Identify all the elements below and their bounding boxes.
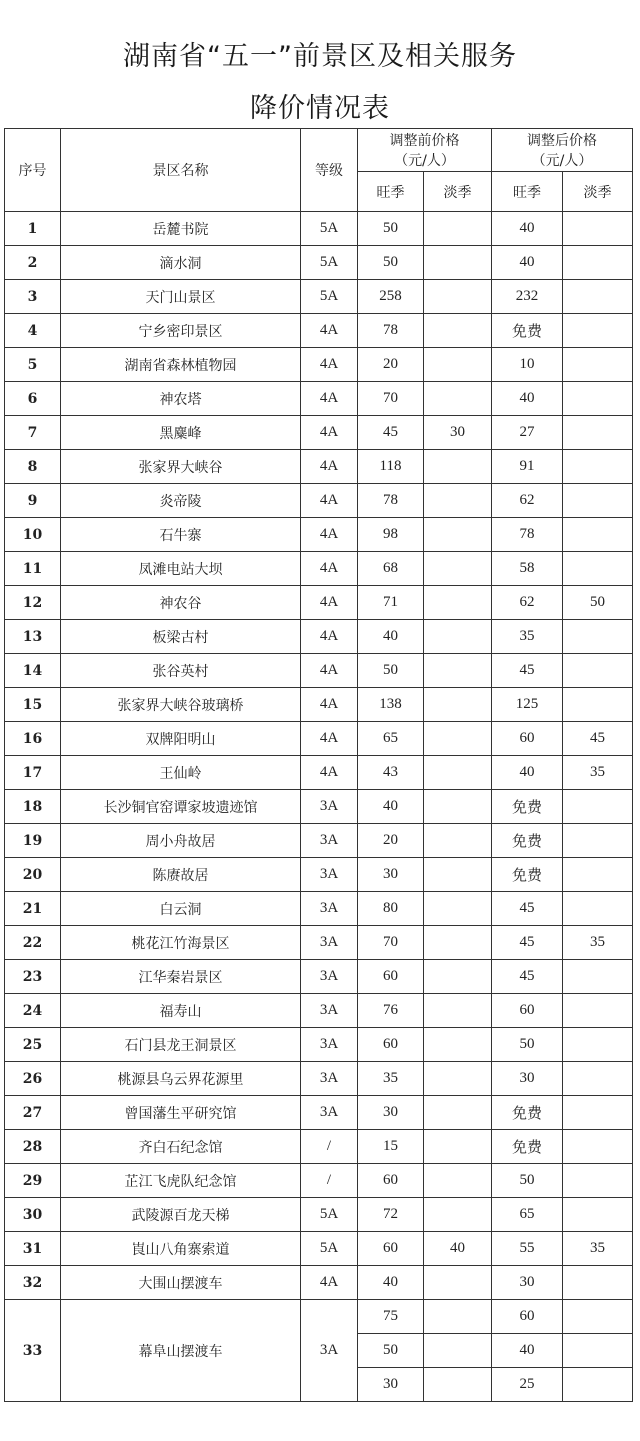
- after-peak-price: 40: [492, 756, 563, 790]
- scenic-level: 4A: [301, 586, 358, 620]
- row-index: 30: [5, 1198, 61, 1232]
- row-index: 20: [5, 858, 61, 892]
- row-index: 31: [5, 1232, 61, 1266]
- scenic-name: 凤滩电站大坝: [61, 552, 301, 586]
- price-table: [4, 128, 633, 1402]
- scenic-name: 双牌阳明山: [61, 722, 301, 756]
- scenic-name: 周小舟故居: [61, 824, 301, 858]
- scenic-level: 4A: [301, 654, 358, 688]
- before-peak-price: 71: [358, 586, 424, 620]
- row-index: 18: [5, 790, 61, 824]
- before-peak-price: 60: [358, 960, 424, 994]
- after-off-price: [563, 280, 633, 314]
- table-row: [5, 620, 633, 654]
- scenic-level: 4A: [301, 484, 358, 518]
- scenic-name: 幕阜山摆渡车: [61, 1300, 301, 1402]
- scenic-name: 滴水洞: [61, 246, 301, 280]
- before-off-price: [424, 1198, 492, 1232]
- scenic-level: 5A: [301, 212, 358, 246]
- row-index: 13: [5, 620, 61, 654]
- before-peak-price: 60: [358, 1232, 424, 1266]
- after-peak-price: 45: [492, 892, 563, 926]
- row-index: 11: [5, 552, 61, 586]
- table-row: [5, 1096, 633, 1130]
- after-off-price: [563, 892, 633, 926]
- scenic-name: 神农谷: [61, 586, 301, 620]
- table-row: [5, 280, 633, 314]
- before-peak-price: 50: [358, 654, 424, 688]
- before-peak-price: 20: [358, 348, 424, 382]
- scenic-level: 5A: [301, 1198, 358, 1232]
- row-index: 16: [5, 722, 61, 756]
- before-peak-price: 78: [358, 314, 424, 348]
- before-peak-price: 30: [358, 1096, 424, 1130]
- before-peak-price: 65: [358, 722, 424, 756]
- after-off-price: [563, 518, 633, 552]
- row-index: 19: [5, 824, 61, 858]
- header-after-off: 淡季: [563, 172, 633, 212]
- scenic-level: 4A: [301, 688, 358, 722]
- after-peak-price: 免费: [492, 790, 563, 824]
- scenic-name: 炎帝陵: [61, 484, 301, 518]
- table-row: [5, 926, 633, 960]
- scenic-name: 石门县龙王洞景区: [61, 1028, 301, 1062]
- table-row: [5, 654, 633, 688]
- scenic-name: 湖南省森林植物园: [61, 348, 301, 382]
- scenic-name: 天门山景区: [61, 280, 301, 314]
- after-peak-price: 30: [492, 1062, 563, 1096]
- after-peak-price: 30: [492, 1266, 563, 1300]
- scenic-name: 福寿山: [61, 994, 301, 1028]
- scenic-name: 崀山八角寨索道: [61, 1232, 301, 1266]
- after-off-price: [563, 1334, 633, 1368]
- before-peak-price: 72: [358, 1198, 424, 1232]
- scenic-name: 白云洞: [61, 892, 301, 926]
- before-off-price: [424, 756, 492, 790]
- scenic-name: 石牛寨: [61, 518, 301, 552]
- scenic-name: 板梁古村: [61, 620, 301, 654]
- after-off-price: 35: [563, 756, 633, 790]
- table-row: [5, 1300, 633, 1334]
- table-row: [5, 688, 633, 722]
- scenic-level: 4A: [301, 722, 358, 756]
- row-index: 10: [5, 518, 61, 552]
- header-before-price: 调整前价格 （元/人）: [358, 129, 492, 172]
- before-off-price: [424, 620, 492, 654]
- after-off-price: [563, 1028, 633, 1062]
- after-off-price: [563, 824, 633, 858]
- scenic-level: 4A: [301, 348, 358, 382]
- row-index: 1: [5, 212, 61, 246]
- after-off-price: [563, 1198, 633, 1232]
- before-off-price: [424, 450, 492, 484]
- before-peak-price: 50: [358, 212, 424, 246]
- row-index: 25: [5, 1028, 61, 1062]
- table-row: [5, 1198, 633, 1232]
- scenic-name: 大围山摆渡车: [61, 1266, 301, 1300]
- row-index: 17: [5, 756, 61, 790]
- scenic-name: 桃花江竹海景区: [61, 926, 301, 960]
- scenic-level: 3A: [301, 824, 358, 858]
- after-peak-price: 78: [492, 518, 563, 552]
- before-off-price: [424, 1368, 492, 1402]
- row-index: 21: [5, 892, 61, 926]
- row-index: 6: [5, 382, 61, 416]
- before-off-price: [424, 484, 492, 518]
- scenic-level: 3A: [301, 926, 358, 960]
- after-off-price: [563, 450, 633, 484]
- before-peak-price: 15: [358, 1130, 424, 1164]
- table-row: [5, 416, 633, 450]
- before-peak-price: 50: [358, 1334, 424, 1368]
- after-off-price: 35: [563, 926, 633, 960]
- after-peak-price: 40: [492, 382, 563, 416]
- scenic-name: 张家界大峡谷玻璃桥: [61, 688, 301, 722]
- after-peak-price: 40: [492, 212, 563, 246]
- scenic-level: 5A: [301, 1232, 358, 1266]
- table-row: [5, 1130, 633, 1164]
- before-peak-price: 80: [358, 892, 424, 926]
- after-peak-price: 免费: [492, 314, 563, 348]
- before-off-price: [424, 688, 492, 722]
- before-peak-price: 20: [358, 824, 424, 858]
- before-peak-price: 68: [358, 552, 424, 586]
- row-index: 33: [5, 1300, 61, 1402]
- before-peak-price: 78: [358, 484, 424, 518]
- table-row: [5, 586, 633, 620]
- scenic-name: 张谷英村: [61, 654, 301, 688]
- after-off-price: [563, 484, 633, 518]
- before-peak-price: 30: [358, 1368, 424, 1402]
- before-off-price: [424, 1028, 492, 1062]
- after-off-price: [563, 688, 633, 722]
- after-peak-price: 50: [492, 1164, 563, 1198]
- after-off-price: [563, 790, 633, 824]
- before-off-price: [424, 926, 492, 960]
- after-off-price: [563, 960, 633, 994]
- after-peak-price: 58: [492, 552, 563, 586]
- before-peak-price: 138: [358, 688, 424, 722]
- scenic-level: /: [301, 1164, 358, 1198]
- before-peak-price: 70: [358, 926, 424, 960]
- before-off-price: [424, 824, 492, 858]
- scenic-level: 4A: [301, 416, 358, 450]
- row-index: 24: [5, 994, 61, 1028]
- after-off-price: [563, 416, 633, 450]
- scenic-level: 4A: [301, 450, 358, 484]
- after-peak-price: 免费: [492, 858, 563, 892]
- before-off-price: [424, 314, 492, 348]
- before-off-price: [424, 892, 492, 926]
- before-peak-price: 118: [358, 450, 424, 484]
- before-off-price: [424, 586, 492, 620]
- scenic-level: 4A: [301, 518, 358, 552]
- scenic-name: 神农塔: [61, 382, 301, 416]
- after-peak-price: 91: [492, 450, 563, 484]
- table-row: [5, 892, 633, 926]
- before-off-price: [424, 654, 492, 688]
- before-peak-price: 30: [358, 858, 424, 892]
- table-row: [5, 858, 633, 892]
- scenic-name: 王仙岭: [61, 756, 301, 790]
- table-row: [5, 552, 633, 586]
- header-after-price: 调整后价格 （元/人）: [492, 129, 633, 172]
- before-off-price: [424, 1062, 492, 1096]
- before-off-price: [424, 518, 492, 552]
- row-index: 3: [5, 280, 61, 314]
- after-peak-price: 50: [492, 1028, 563, 1062]
- before-off-price: [424, 1130, 492, 1164]
- scenic-name: 岳麓书院: [61, 212, 301, 246]
- before-off-price: [424, 1300, 492, 1334]
- after-off-price: [563, 1266, 633, 1300]
- scenic-name: 宁乡密印景区: [61, 314, 301, 348]
- table-row: [5, 314, 633, 348]
- table-row: [5, 484, 633, 518]
- before-off-price: [424, 960, 492, 994]
- after-peak-price: 65: [492, 1198, 563, 1232]
- after-off-price: [563, 620, 633, 654]
- before-peak-price: 76: [358, 994, 424, 1028]
- scenic-level: 4A: [301, 756, 358, 790]
- row-index: 12: [5, 586, 61, 620]
- table-row: [5, 382, 633, 416]
- after-peak-price: 62: [492, 586, 563, 620]
- table-row: [5, 790, 633, 824]
- scenic-level: 3A: [301, 1096, 358, 1130]
- header-name: 景区名称: [61, 129, 301, 212]
- after-off-price: [563, 212, 633, 246]
- after-peak-price: 25: [492, 1368, 563, 1402]
- after-peak-price: 45: [492, 654, 563, 688]
- scenic-name: 齐白石纪念馆: [61, 1130, 301, 1164]
- table-row: [5, 212, 633, 246]
- after-peak-price: 40: [492, 246, 563, 280]
- row-index: 8: [5, 450, 61, 484]
- row-index: 5: [5, 348, 61, 382]
- page-title-line2: 降价情况表: [250, 93, 390, 124]
- after-off-price: [563, 994, 633, 1028]
- after-peak-price: 45: [492, 960, 563, 994]
- table-row: [5, 1164, 633, 1198]
- before-peak-price: 60: [358, 1164, 424, 1198]
- before-off-price: [424, 348, 492, 382]
- scenic-level: 5A: [301, 246, 358, 280]
- table-row: [5, 1232, 633, 1266]
- before-off-price: [424, 722, 492, 756]
- after-peak-price: 免费: [492, 824, 563, 858]
- scenic-level: 3A: [301, 790, 358, 824]
- after-off-price: [563, 246, 633, 280]
- after-off-price: 35: [563, 1232, 633, 1266]
- after-off-price: 45: [563, 722, 633, 756]
- row-index: 29: [5, 1164, 61, 1198]
- before-peak-price: 35: [358, 1062, 424, 1096]
- after-off-price: 50: [563, 586, 633, 620]
- table-row: [5, 722, 633, 756]
- row-index: 7: [5, 416, 61, 450]
- scenic-name: 江华秦岩景区: [61, 960, 301, 994]
- before-off-price: [424, 1334, 492, 1368]
- scenic-level: 4A: [301, 552, 358, 586]
- row-index: 4: [5, 314, 61, 348]
- after-off-price: [563, 1062, 633, 1096]
- before-off-price: [424, 1096, 492, 1130]
- after-off-price: [563, 1164, 633, 1198]
- before-peak-price: 40: [358, 620, 424, 654]
- row-index: 23: [5, 960, 61, 994]
- after-off-price: [563, 654, 633, 688]
- after-off-price: [563, 348, 633, 382]
- after-peak-price: 60: [492, 994, 563, 1028]
- before-off-price: 30: [424, 416, 492, 450]
- before-off-price: [424, 212, 492, 246]
- scenic-name: 芷江飞虎队纪念馆: [61, 1164, 301, 1198]
- table-row: [5, 756, 633, 790]
- before-off-price: [424, 858, 492, 892]
- row-index: 2: [5, 246, 61, 280]
- table-row: [5, 348, 633, 382]
- after-off-price: [563, 1368, 633, 1402]
- before-peak-price: 43: [358, 756, 424, 790]
- after-peak-price: 60: [492, 1300, 563, 1334]
- after-peak-price: 40: [492, 1334, 563, 1368]
- before-off-price: [424, 790, 492, 824]
- after-off-price: [563, 382, 633, 416]
- scenic-name: 黑麋峰: [61, 416, 301, 450]
- scenic-level: 3A: [301, 892, 358, 926]
- header-before-peak: 旺季: [358, 172, 424, 212]
- after-peak-price: 45: [492, 926, 563, 960]
- before-peak-price: 40: [358, 790, 424, 824]
- header-index: 序号: [5, 129, 61, 212]
- row-index: 32: [5, 1266, 61, 1300]
- table-body: [5, 212, 633, 1402]
- before-peak-price: 50: [358, 246, 424, 280]
- after-peak-price: 免费: [492, 1096, 563, 1130]
- after-off-price: [563, 1300, 633, 1334]
- scenic-name: 曾国藩生平研究馆: [61, 1096, 301, 1130]
- row-index: 14: [5, 654, 61, 688]
- scenic-level: 4A: [301, 382, 358, 416]
- after-off-price: [563, 1130, 633, 1164]
- row-index: 15: [5, 688, 61, 722]
- after-peak-price: 125: [492, 688, 563, 722]
- scenic-level: /: [301, 1130, 358, 1164]
- scenic-level: 4A: [301, 1266, 358, 1300]
- after-peak-price: 27: [492, 416, 563, 450]
- before-off-price: [424, 1164, 492, 1198]
- row-index: 28: [5, 1130, 61, 1164]
- table-row: [5, 450, 633, 484]
- table-row: [5, 518, 633, 552]
- before-off-price: [424, 994, 492, 1028]
- after-peak-price: 232: [492, 280, 563, 314]
- row-index: 22: [5, 926, 61, 960]
- scenic-level: 3A: [301, 858, 358, 892]
- before-off-price: [424, 246, 492, 280]
- before-off-price: [424, 1266, 492, 1300]
- scenic-level: 3A: [301, 994, 358, 1028]
- table-row: [5, 246, 633, 280]
- before-peak-price: 75: [358, 1300, 424, 1334]
- before-peak-price: 40: [358, 1266, 424, 1300]
- scenic-level: 3A: [301, 1300, 358, 1402]
- before-peak-price: 98: [358, 518, 424, 552]
- header-after-peak: 旺季: [492, 172, 563, 212]
- before-peak-price: 60: [358, 1028, 424, 1062]
- scenic-level: 4A: [301, 620, 358, 654]
- scenic-level: 4A: [301, 314, 358, 348]
- before-off-price: [424, 382, 492, 416]
- scenic-level: 5A: [301, 280, 358, 314]
- after-off-price: [563, 314, 633, 348]
- row-index: 9: [5, 484, 61, 518]
- header-level: 等级: [301, 129, 358, 212]
- table-row: [5, 994, 633, 1028]
- before-peak-price: 45: [358, 416, 424, 450]
- table-row: [5, 1266, 633, 1300]
- table-row: [5, 1062, 633, 1096]
- table-row: [5, 1028, 633, 1062]
- row-index: 27: [5, 1096, 61, 1130]
- scenic-level: 3A: [301, 1028, 358, 1062]
- after-peak-price: 35: [492, 620, 563, 654]
- before-peak-price: 258: [358, 280, 424, 314]
- table-row: [5, 960, 633, 994]
- after-peak-price: 55: [492, 1232, 563, 1266]
- page-title-line1: 湖南省“五一”前景区及相关服务: [123, 41, 517, 72]
- after-peak-price: 62: [492, 484, 563, 518]
- scenic-name: 桃源县乌云界花源里: [61, 1062, 301, 1096]
- before-off-price: 40: [424, 1232, 492, 1266]
- after-off-price: [563, 1096, 633, 1130]
- after-peak-price: 60: [492, 722, 563, 756]
- row-index: 26: [5, 1062, 61, 1096]
- after-peak-price: 10: [492, 348, 563, 382]
- before-off-price: [424, 280, 492, 314]
- table-row: [5, 824, 633, 858]
- header-before-off: 淡季: [424, 172, 492, 212]
- scenic-level: 3A: [301, 960, 358, 994]
- scenic-name: 张家界大峡谷: [61, 450, 301, 484]
- scenic-name: 陈赓故居: [61, 858, 301, 892]
- after-off-price: [563, 552, 633, 586]
- before-peak-price: 70: [358, 382, 424, 416]
- after-peak-price: 免费: [492, 1130, 563, 1164]
- after-off-price: [563, 858, 633, 892]
- scenic-name: 长沙铜官窑谭家坡遗迹馆: [61, 790, 301, 824]
- before-off-price: [424, 552, 492, 586]
- scenic-name: 武陵源百龙天梯: [61, 1198, 301, 1232]
- scenic-level: 3A: [301, 1062, 358, 1096]
